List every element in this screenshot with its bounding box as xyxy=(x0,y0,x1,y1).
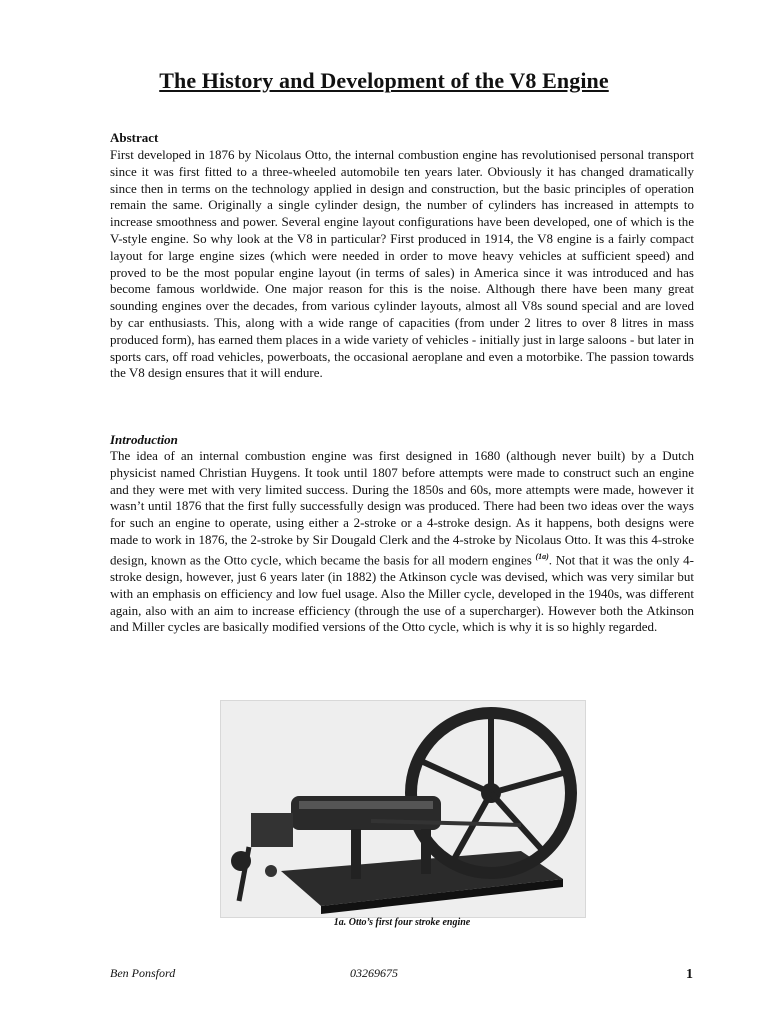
figure-caption: 1a. Otto’s first four stroke engine xyxy=(333,917,471,928)
reference-marker: (1a) xyxy=(535,551,549,561)
engine-photo-icon xyxy=(220,700,586,918)
introduction-text-part1: The idea of an internal combustion engine was first designed in 1680 (although never built) by a Dutch physicist named Christian Huygens. It took until 1807 before attempts were made to construct such an engine and they were met with very limited success. During the 1850s and 60s, more attempts were made, however it wasn’t until 1876 that the first fully successfully design was produced. There had been two ideas over the ways for such an engine to operate, using either a 2-stroke or a 4-stroke design. As it happens, both designs were made to work in 1876, the 2-stroke by Sir Dougald Clerk and the 4-stroke by Nicolaus Otto. It was this 4-stroke design, known as the Otto cycle, which became the basis for all modern engines xyxy=(110,448,694,568)
footer-author: Ben Ponsford xyxy=(110,966,176,980)
page-number: 1 xyxy=(686,967,693,982)
footer-student-id: 03269675 xyxy=(350,966,398,980)
introduction-text-part2: . Not that it was the only 4-stroke design, however, just 6 years later (in 1882) the Atkinson cycle was devised, which was very similar but with an emphasis on efficiency and low fuel usage. Also the Miller cycle, developed in the 1940s, was different again, also with an aim to increase efficiency (through the use of a supercharger). However both the Atkinson and Miller cycles are basically modified versions of the Otto cycle, which is why it is so highly regarded. xyxy=(110,552,695,635)
document-title: The History and Development of the V8 Engine xyxy=(159,68,609,93)
abstract-heading: Abstract xyxy=(110,130,159,145)
introduction-heading: Introduction xyxy=(110,432,178,447)
engine-illustration xyxy=(221,701,585,917)
introduction-text xyxy=(110,448,694,636)
abstract-text: First developed in 1876 by Nicolaus Otto, the internal combustion engine has revolutionised personal transport since it was first fitted to a three-wheeled automobile ten years later. Obviously it has changed dramatically since then in terms on the technology applied in design and construction, but the basic principles of operation remain the same. Originally a single cylinder design, the number of cylinders has increased in attempts to increase smoothness and power. Several engine layout configurations have been developed, one of which is the V-style engine. So why look at the V8 in particular? First produced in 1914, the V8 engine is a fairly compact layout for large engine sizes (which were needed in order to move heavy vehicles at sufficient speed) and proved to be the most popular engine layout (in terms of sales) in America since it was introduced and has become famous worldwide. One major reason for this is the noise. Although there have been many great sounding engines over the decades, from various cylinder layouts, almost all V8s sound special and are loved by car enthusiasts. This, along with a wide range of capacities (from under 2 litres to over 8 litres in mass produced form), has earned them places in a wide variety of vehicles - initially just in large saloons - but later in sports cars, off road vehicles, powerboats, the occasional aeroplane and even a motorbike. The passion towards the V8 design ensures that it will endure. xyxy=(110,147,694,381)
